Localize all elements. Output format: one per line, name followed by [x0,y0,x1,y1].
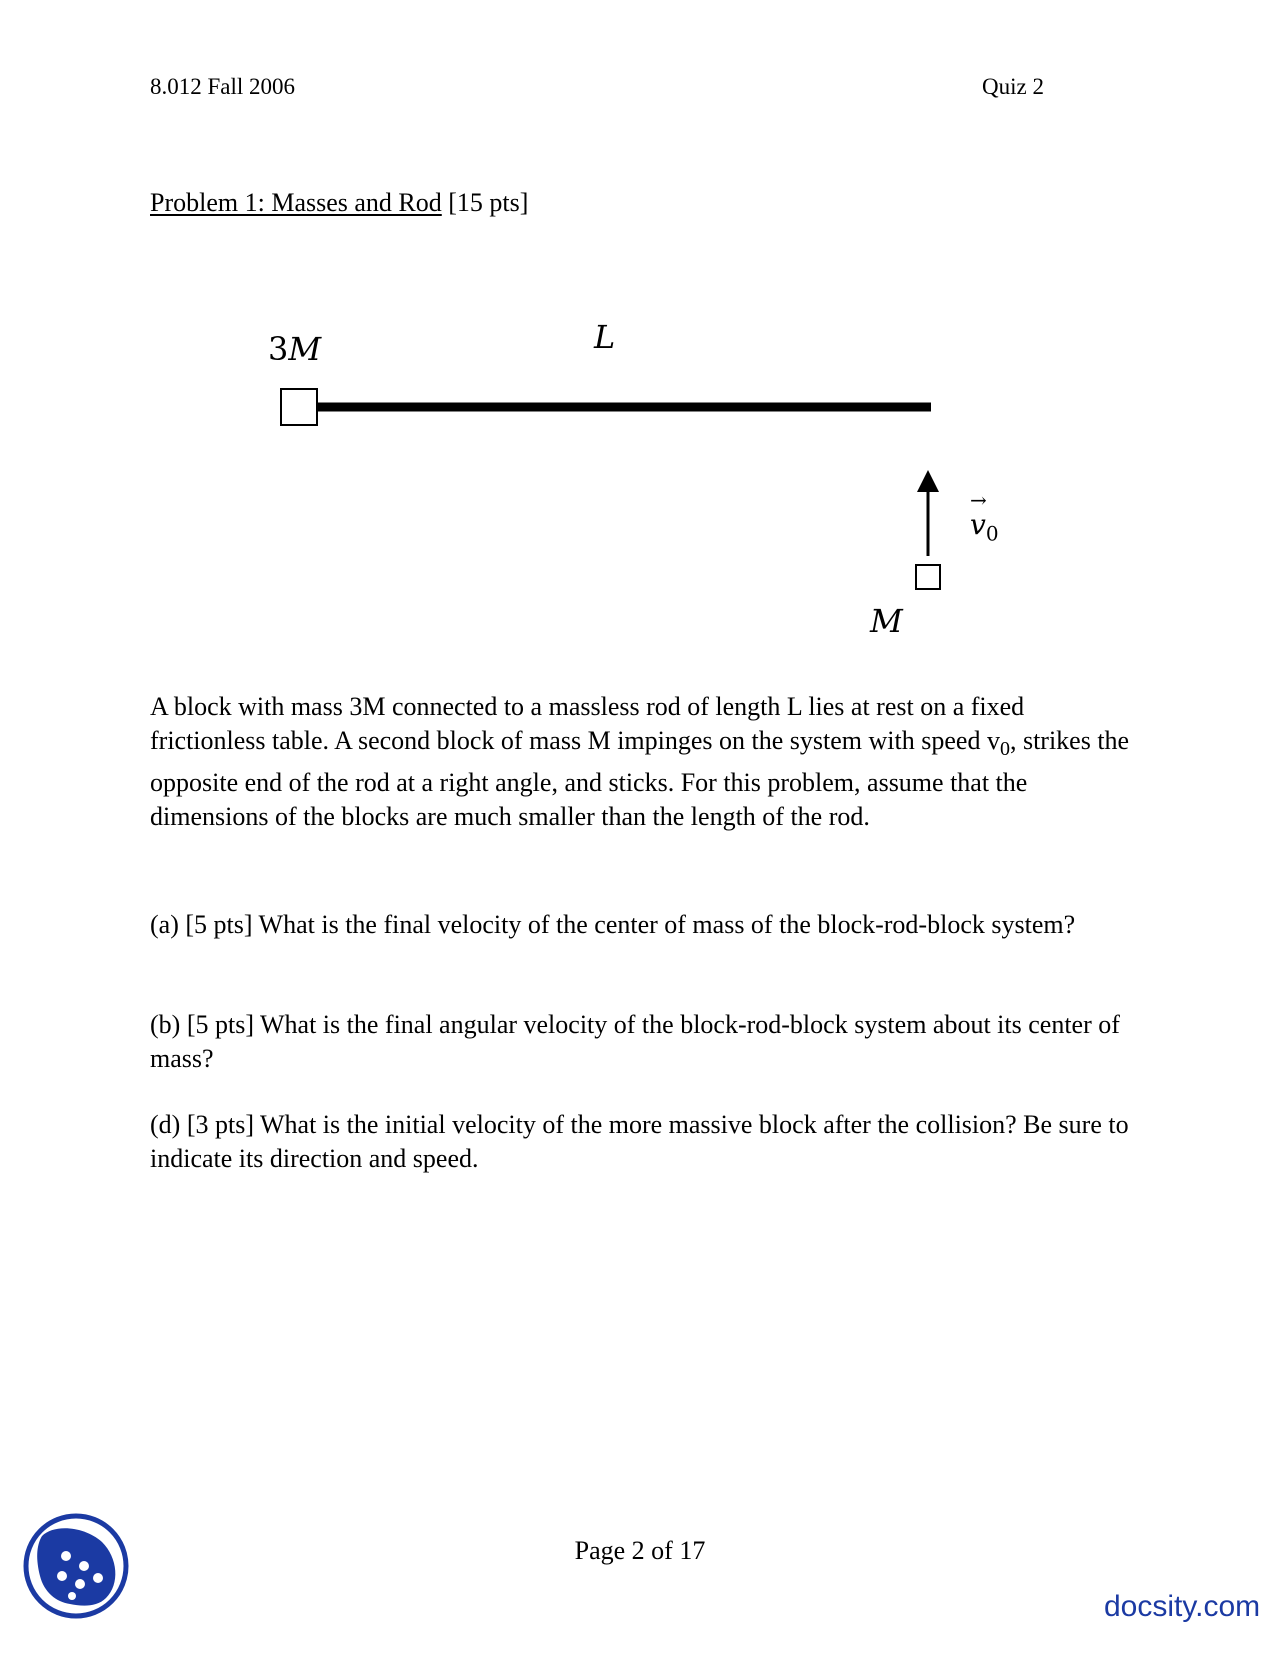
light-block [916,565,940,589]
docsity-logo-icon [22,1512,130,1620]
question-b: (b) [5 pts] What is the final angular velocity of the block-rod-block system about its center of mass? [150,1010,1120,1073]
question-a: (a) [5 pts] What is the final velocity of the center of mass of the block-rod-block system? [150,910,1076,939]
velocity-var: → v [970,508,986,541]
velocity-sub: 0 [985,521,999,546]
header-course: 8.012 Fall 2006 [150,74,296,99]
problem-points: [15 pts] [448,188,529,217]
header-exam: Quiz 2 [982,74,1044,99]
problem-title: Problem 1: Masses and Rod [150,188,442,217]
docsity-logo[interactable] [22,1512,130,1625]
velocity-arrow-head [917,470,939,492]
rod-length-label: L [594,318,616,356]
figure-drawing [0,0,1280,680]
statement-part2: , strikes the opposite end of the rod at a right angle, and sticks. For this problem, assume that the dimensions of the blocks are much smaller than the length of the rod. [150,726,1130,832]
masses-rod-figure [0,0,1280,680]
question-d: (d) [3 pts] What is the initial velocity of the more massive block after the collision? Be sure to indicate its direction and speed. [150,1110,1129,1173]
light-mass-label: M [870,602,903,640]
statement-subscript: 0 [999,738,1010,761]
docsity-brand-link[interactable]: docsity.com [1104,1590,1261,1623]
page-number: Page 2 of 17 [574,1536,706,1565]
heavy-mass-coef: 3 [268,330,289,368]
velocity-label [970,508,999,546]
heavy-block [281,389,317,425]
problem-statement [150,690,1130,834]
heavy-mass-label [268,330,321,368]
heavy-mass-var: M [288,330,322,368]
statement-part1: A block with mass 3M connected to a massless rod of length L lies at rest on a fixed frictionless table. A second block of mass M impinges on the system with speed v [150,692,1025,755]
